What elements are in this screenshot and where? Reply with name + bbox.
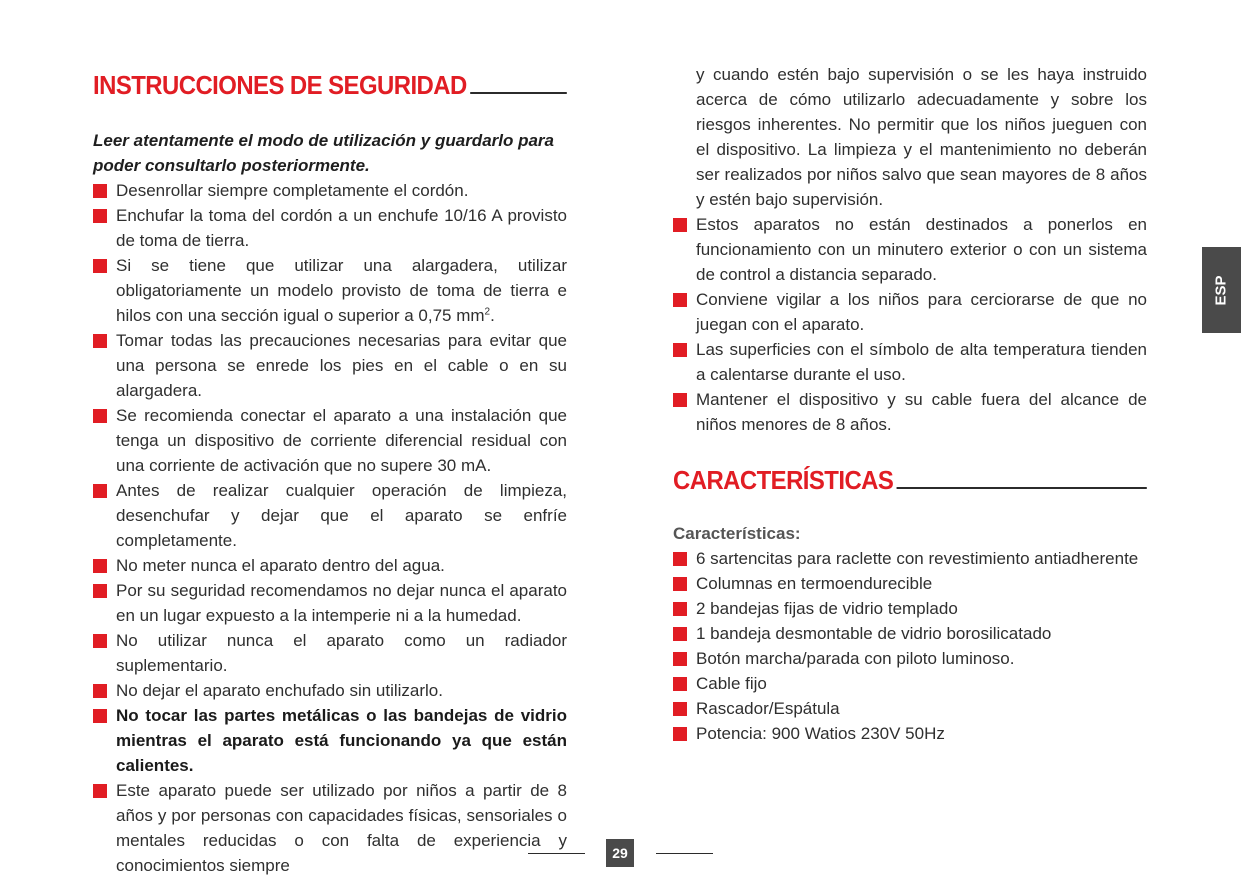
square-bullet-icon [673, 343, 687, 357]
right-column [673, 62, 1147, 746]
list-item: 2 bandejas fijas de vidrio templado [673, 596, 1147, 621]
list-item: Estos aparatos no están destinados a ponerlos en funcionamiento con un minutero exterior o con un sistema de control a distancia separado. [673, 212, 1147, 287]
list-item: No meter nunca el aparato dentro del agua. [93, 553, 567, 578]
list-item: No utilizar nunca el aparato como un radiador suplementario. [93, 628, 567, 678]
square-bullet-icon [93, 334, 107, 348]
list-item: Por su seguridad recomendamos no dejar nunca el aparato en un lugar expuesto a la intemperie ni a la humedad. [93, 578, 567, 628]
superscript: 2 [484, 306, 491, 318]
list-item: Las superficies con el símbolo de alta temperatura tienden a calentarse durante el uso. [673, 337, 1147, 387]
heading-rule [470, 92, 566, 94]
list-item: Potencia: 900 Watios 230V 50Hz [673, 721, 1147, 746]
square-bullet-icon [93, 634, 107, 648]
features-list [673, 546, 1147, 746]
square-bullet-icon [93, 184, 107, 198]
safety-intro: Leer atentamente el modo de utilización y guardarlo para poder consultarlo posteriormente. [93, 131, 555, 175]
list-item: Desenrollar siempre completamente el cordón. [93, 178, 567, 203]
list-item: Antes de realizar cualquier operación de limpieza, desenchufar y dejar que el aparato se enfríe completamente. [93, 478, 567, 553]
square-bullet-icon [673, 627, 687, 641]
list-item: Rascador/Espátula [673, 696, 1147, 721]
square-bullet-icon [93, 709, 107, 723]
list-item: 6 sartencitas para raclette con revestimiento antiadherente [673, 546, 1147, 571]
list-item-continuation: y cuando estén bajo supervisión o se les haya instruido acerca de cómo utilizarlo adecuadamente y sobre los riesgos inherentes. No permitir que los niños jueguen con el dispositivo. La limpieza y el mantenimiento no deberán ser realizados por niños salvo que sean mayores de 8 años y estén bajo supervisión. [696, 65, 1147, 209]
square-bullet-icon [93, 584, 107, 598]
safety-list [93, 178, 567, 878]
list-item: No dejar el aparato enchufado sin utilizarlo. [93, 678, 567, 703]
list-item-warning: No tocar las partes metálicas o las bandejas de vidrio mientras el aparato está funcionando ya que están calientes. [93, 703, 567, 778]
square-bullet-icon [673, 602, 687, 616]
list-item: Cable fijo [673, 671, 1147, 696]
square-bullet-icon [93, 559, 107, 573]
list-item: 1 bandeja desmontable de vidrio borosilicatado [673, 621, 1147, 646]
square-bullet-icon [673, 677, 687, 691]
features-heading [673, 465, 1147, 495]
footer-rule-left [528, 853, 585, 854]
list-item: Tomar todas las precauciones necesarias para evitar que una persona se enrede los pies en el cable o en su alargadera. [93, 328, 567, 403]
language-tab-label: ESP [1212, 274, 1230, 306]
left-column [93, 62, 567, 878]
list-item: Mantener el dispositivo y su cable fuera del alcance de niños menores de 8 años. [673, 387, 1147, 437]
list-item: Conviene vigilar a los niños para cerciorarse de que no juegan con el aparato. [673, 287, 1147, 337]
square-bullet-icon [673, 727, 687, 741]
list-item: Este aparato puede ser utilizado por niños a partir de 8 años y por personas con capacidades físicas, sensoriales o mentales reducidas o con falta de experiencia y conocimientos siempre [93, 778, 567, 878]
square-bullet-icon [673, 702, 687, 716]
list-item: Columnas en termoendurecible [673, 571, 1147, 596]
list-item: Botón marcha/parada con piloto luminoso. [673, 646, 1147, 671]
square-bullet-icon [673, 218, 687, 232]
heading-rule [897, 487, 1147, 489]
square-bullet-icon [93, 684, 107, 698]
language-tab [1202, 247, 1241, 333]
safety-heading [93, 70, 567, 100]
square-bullet-icon [93, 209, 107, 223]
features-subheading: Características: [673, 524, 801, 543]
square-bullet-icon [673, 293, 687, 307]
list-item: Si se tiene que utilizar una alargadera, utilizar obligatoriamente un modelo provisto de toma de tierra e hilos con una sección igual o superior a 0,75 $mm^2$. [93, 253, 567, 328]
list-item: Enchufar la toma del cordón a un enchufe 10/16 A provisto de toma de tierra. [93, 203, 567, 253]
square-bullet-icon [673, 552, 687, 566]
safety-heading-text: INSTRUCCIONES DE SEGURIDAD [93, 70, 467, 100]
square-bullet-icon [93, 259, 107, 273]
square-bullet-icon [93, 484, 107, 498]
square-bullet-icon [673, 577, 687, 591]
footer-rule-right [656, 853, 713, 854]
square-bullet-icon [673, 652, 687, 666]
safety-list-continued [673, 62, 1147, 437]
page-number: 29 [606, 839, 634, 867]
features-heading-text: CARACTERÍSTICAS [673, 465, 894, 495]
square-bullet-icon [673, 393, 687, 407]
square-bullet-icon [93, 409, 107, 423]
square-bullet-icon [93, 784, 107, 798]
list-item: Se recomienda conectar el aparato a una instalación que tenga un dispositivo de corriente diferencial residual con una corriente de activación que no supere 30 mA. [93, 403, 567, 478]
